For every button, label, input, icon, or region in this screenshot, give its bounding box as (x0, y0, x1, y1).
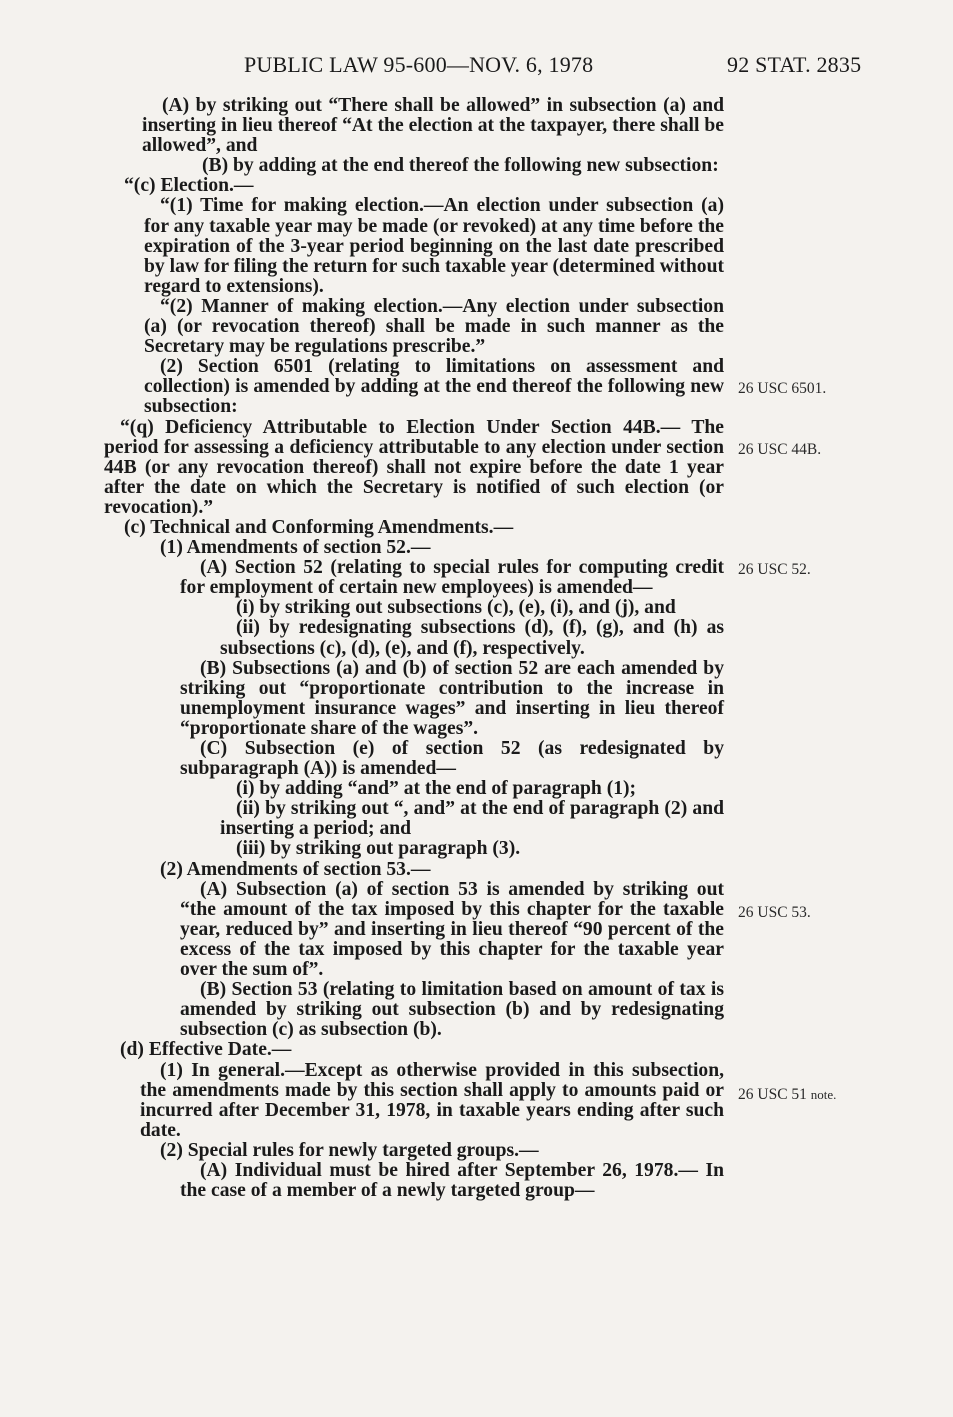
para-c2: “(2) Manner of making election.—Any election under subsection (a) (or revocation thereof) shall be made in such manner as the Secretary may be regulations prescribe.” (144, 295, 724, 358)
para-c-election: “(c) Election.— (124, 175, 254, 197)
margin-note-51: 26 USC 51 note. (738, 1086, 837, 1103)
para-52c-ii: (ii) by striking out “, and” at the end of paragraph (2) and inserting a period; and (220, 798, 724, 840)
para-d1: (1) In general.—Except as otherwise provided in this subsection, the amendments made by this section shall apply to amounts paid or incurred after December 31, 1978, in taxable years ending after such date. (140, 1059, 724, 1141)
margin-note-53: 26 USC 53. (738, 904, 811, 921)
para-53a: (A) Subsection (a) of section 53 is amended by striking out “the amount of the tax imposed by this chapter for the taxable year, reduced by” and inserting in lieu thereof “90 percent of the excess of the tax imposed by this chapter for the taxable year over the sum of”. (180, 878, 724, 981)
margin-note-52: 26 USC 52. (738, 561, 811, 578)
para-amend-53: (2) Amendments of section 53.— (160, 858, 431, 880)
para-53b: (B) Section 53 (relating to limitation based on amount of tax is amended by striking out subsection (b) and by redesignating subsection (c) as subsection (b). (180, 979, 724, 1041)
page-header (0, 52, 953, 82)
para-d2: (2) Special rules for newly targeted groups.— (160, 1139, 539, 1161)
margin-note-44b: 26 USC 44B. (738, 441, 822, 458)
para-b1: (B) by adding at the end thereof the following new subsection: (202, 155, 719, 177)
para-q: “(q) Deficiency Attributable to Election Under Section 44B.— The period for assessing a deficiency attributable to any election under section 44B (or any revocation thereof) shall not expire before the date 1 year after the date on which the Secretary is notified of such election (or revocation).” (104, 416, 724, 518)
para-52c-iii: (iii) by striking out paragraph (3). (236, 838, 521, 860)
margin-note-6501: 26 USC 6501. (738, 380, 827, 397)
para-d-effective: (d) Effective Date.— (120, 1039, 292, 1061)
law-citation: PUBLIC LAW 95-600—NOV. 6, 1978 (244, 52, 594, 77)
statute-text (104, 96, 724, 1201)
statute-page: 92 STAT. 2835 (727, 52, 862, 77)
para-a1: (A) by striking out “There shall be allowed” in subsection (a) and inserting in lieu thereof “At the election at the taxpayer, there shall be allowed”, and (142, 95, 724, 157)
para-52a: (A) Section 52 (relating to special rules for computing credit for employment of certain new employees) is amended— (180, 557, 724, 599)
para-2-6501: (2) Section 6501 (relating to limitations on assessment and collection) is amended by adding at the end thereof the following new subsection: (144, 356, 724, 418)
para-amend-52: (1) Amendments of section 52.— (160, 537, 431, 559)
para-d2a: (A) Individual must be hired after September 26, 1978.— In the case of a member of a newly targeted group— (180, 1159, 724, 1202)
para-c1: “(1) Time for making election.—An election under subsection (a) for any taxable year may be made (or revoked) at any time before the expiration of the 3-year period beginning on the last date prescribed by law for filing the return for such taxable year (determined without regard to extensions). (144, 195, 724, 297)
para-52c: (C) Subsection (e) of section 52 (as redesignated by subparagraph (A)) is amended— (180, 738, 724, 780)
para-52a-i: (i) by striking out subsections (c), (e), (i), and (j), and (236, 597, 676, 619)
para-52c-i: (i) by adding “and” at the end of paragraph (1); (236, 778, 637, 800)
para-52b: (B) Subsections (a) and (b) of section 52 are each amended by striking out “proportionate contribution to the increase in unemployment insurance wages” and inserting in lieu thereof “proportionate share of the wages”. (180, 657, 724, 739)
para-c-technical: (c) Technical and Conforming Amendments.— (124, 516, 514, 538)
para-52a-ii: (ii) by redesignating subsections (d), (f), (g), and (h) as subsections (c), (d), (e), and (f), respectively. (220, 617, 724, 659)
